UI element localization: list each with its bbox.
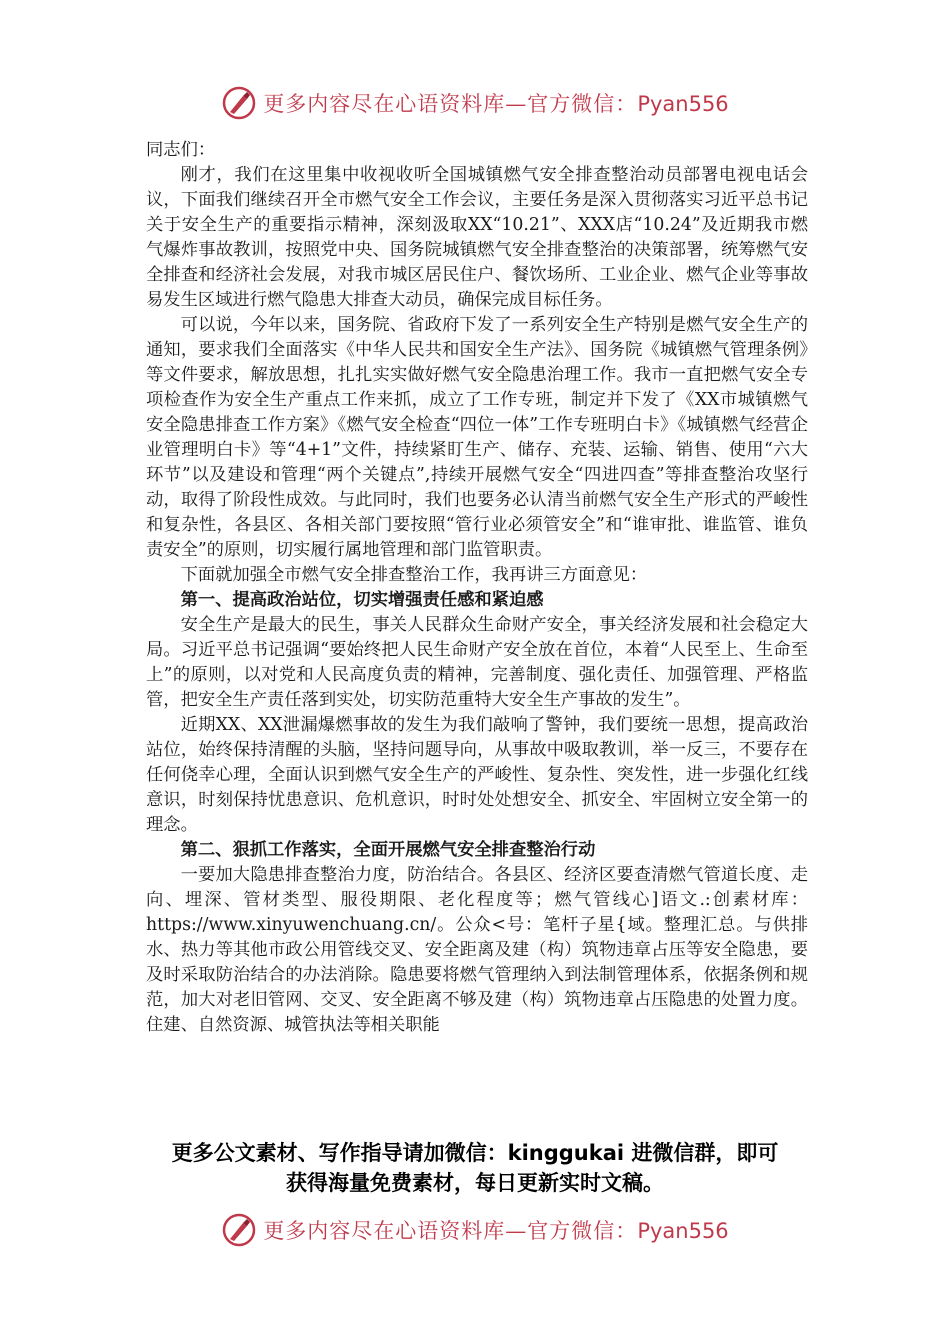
salutation: 同志们： — [146, 140, 216, 160]
paragraph: 安全生产是最大的民生，事关人民群众生命财产安全，事关经济发展和社会稳定大局。习近平总书记强调“要始终把人民生命财产安全放在首位，本着“人民至上、生命至上”的原则，以对党和人民高度负责的精神，完善制度、强化责任、加强管理、严格监管，把安全生产责任落到实处，切实防范重特大安全生产事故的发生”。 — [146, 615, 808, 710]
paragraph: 下面就加强全市燃气安全排查整治工作，我再讲三方面意见： — [180, 565, 648, 585]
paragraph: 近期XX、XX泄漏爆燃事故的发生为我们敲响了警钟，我们要统一思想，提高政治站位，始终保持清醒的头脑，坚持问题导向，从事故中吸取教训，举一反三，不要存在任何侥幸心理，全面认识到燃气安全生产的严峻性、复杂性、突发性，进一步强化红线意识，时刻保持忧患意识、危机意识，时时处处想安全、抓安全、牢固树立安全第一的理念。 — [146, 715, 808, 835]
promo-line-2: 获得海量免费素材，每日更新实时文稿。 — [286, 1171, 664, 1195]
banner-text: 更多内容尽在心语资料库—官方微信：Pyan556 — [263, 1219, 729, 1243]
paragraph: 一要加大隐患排查整治力度，防治结合。各县区、经济区要查清燃气管道长度、走向、埋深、管材类型、服役期限、老化程度等；燃气管线心]语文.:创素材库：https://www.xinyuwenchuang.cn/。公众<号：笔杆子星{域。整理汇总。与供排水、热力等其他市政公用管线交叉、安全距离及建（构）筑物违章占压等安全隐患，要及时采取防治结合的办法消除。隐患要将燃气管理纳入到法制管理体系，依据条例和规范，加大对老旧管网、交叉、安全距离不够及建（构）筑物违章占压隐患的处置力度。住建、自然资源、城管执法等相关职能 — [146, 865, 808, 1035]
section-heading-1: 第一、提高政治站位，切实增强责任感和紧迫感 — [180, 590, 544, 610]
paragraph: 刚才，我们在这里集中收视收听全国城镇燃气安全排查整治动员部署电视电话会议，下面我们继续召开全市燃气安全工作会议，主要任务是深入贯彻落实习近平总书记关于安全生产的重要指示精神，深刻汲取XX“10.21”、XXX店“10.24”及近期我市燃气爆炸事故教训，按照党中央、国务院城镇燃气安全排查整治的决策部署，统筹燃气安全排查和经济社会发展，对我市城区居民住户、餐饮场所、工业企业、燃气企业等事故易发生区域进行燃气隐患大排查大动员，确保完成目标任务。 — [146, 165, 808, 310]
promo-notice — [0, 1138, 950, 1198]
banner-handle: Pyan556 — [637, 1219, 729, 1243]
pen-logo-icon — [221, 1212, 257, 1248]
document-body — [146, 138, 808, 1038]
promo-line-1: 更多公文素材、写作指导请加微信：kinggukai 进微信群，即可 — [171, 1141, 779, 1165]
pen-logo-icon — [221, 85, 257, 121]
paragraph: 可以说，今年以来，国务院、省政府下发了一系列安全生产特别是燃气安全生产的通知，要求我们全面落实《中华人民共和国安全生产法》、国务院《城镇燃气管理条例》等文件要求，解放思想，扎扎实实做好燃气安全隐患治理工作。我市一直把燃气安全专项检查作为安全生产重点工作来抓，成立了工作专班，制定并下发了《XX市城镇燃气安全隐患排查工作方案》《燃气安全检查“四位一体”工作专班明白卡》《城镇燃气经营企业管理明白卡》等“4+1”文件，持续紧盯生产、储存、充装、运输、销售、使用“六大环节”以及建设和管理“两个关键点”,持续开展燃气安全“四进四查”等排查整治攻坚行动，取得了阶段性成效。与此同时，我们也要务必认清当前燃气安全生产形式的严峻性和复杂性，各县区、各相关部门要按照“管行业必须管安全”和“谁审批、谁监管、谁负责安全”的原则，切实履行属地管理和部门监管职责。 — [146, 315, 808, 560]
banner-handle: Pyan556 — [637, 92, 729, 116]
banner-text: 更多内容尽在心语资料库—官方微信：Pyan556 — [263, 92, 729, 116]
header-banner — [0, 78, 950, 128]
section-heading-2: 第二、狠抓工作落实，全面开展燃气安全排查整治行动 — [180, 840, 596, 860]
footer-banner — [0, 1205, 950, 1255]
